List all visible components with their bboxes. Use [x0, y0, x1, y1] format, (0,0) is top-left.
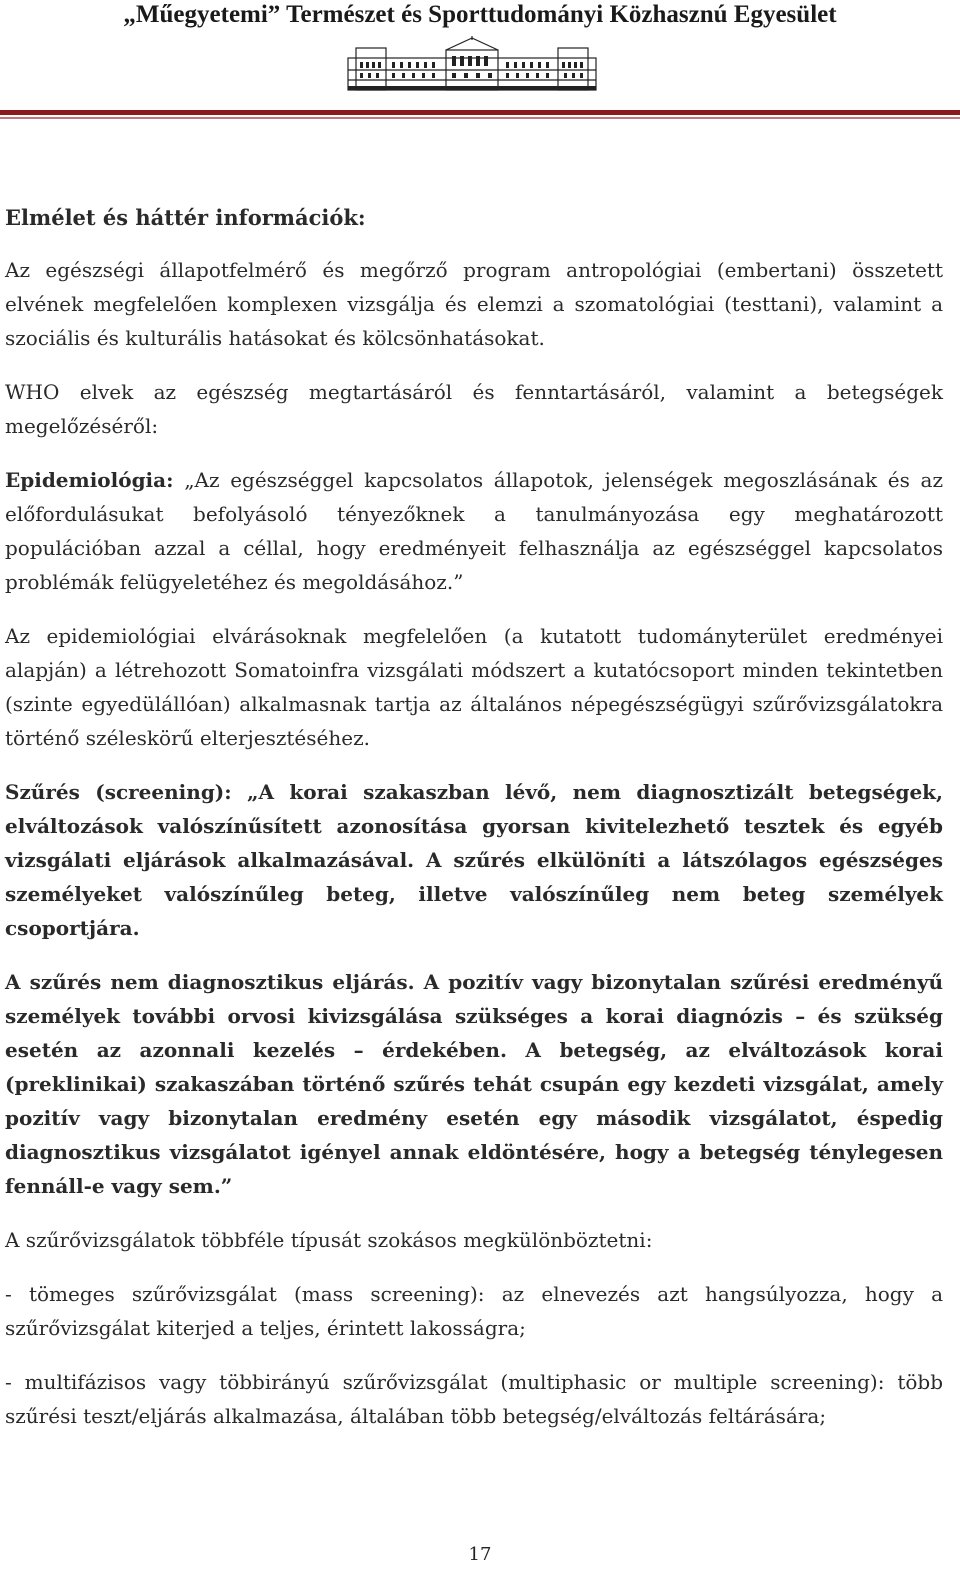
paragraph-anthropology: Az egészségi állapotfelmérő és megőrző program antropológiai (embertani) összetett elvének megfelelően komplexen vizsgálja és elemzi a szomatológiai (testtani), valamint a szociális és kulturális hatásokat és kölcsönhatásokat. — [5, 258, 943, 350]
list-item-multiphasic-screening: - multifázisos vagy többirányú szűrővizsgálat (multiphasic or multiple screening): több szűrési teszt/eljárás alkalmazása, általában több betegség/elváltozás feltárására; — [5, 1370, 943, 1428]
paragraph-who-principles: WHO elvek az egészség megtartásáról és fenntartásáról, valamint a betegségek megelőzéséről: — [5, 380, 943, 438]
paragraph-epidemiology — [5, 463, 943, 599]
list-item-mass-screening: - tömeges szűrővizsgálat (mass screening): az elnevezés azt hangsúlyozza, hogy a szűrővizsgálat kiterjed a teljes, érintett lakosságra; — [5, 1282, 943, 1340]
header-rule-thin — [0, 117, 960, 119]
paragraph-screening-types: A szűrővizsgálatok többféle típusát szokásos megkülönböztetni: — [5, 1228, 653, 1252]
paragraph-screening-not-diagnostic: A szűrés nem diagnosztikus eljárás. A pozitív vagy bizonytalan szűrési eredményű személyek további orvosi kivizsgálása szükséges a korai diagnózis – és szükség esetén az azonnali kezelés – érdekében. A betegség, az elváltozások korai (preklinikai) szakaszában történő szűrés tehát csupán egy kezdeti vizsgálat, amely pozitív vagy bizonytalan eredmény esetén egy második vizsgálatot, éspedig diagnosztikus vizsgálatot igényel annak eldöntésére, hogy a betegség ténylegesen fennáll-e vagy sem.” — [5, 970, 943, 1198]
section-heading: Elmélet és háttér információk: — [5, 205, 366, 230]
epidemiology-definition: „Az egészséggel kapcsolatos állapotok, jelenségek megoszlásának és az előfordulásukat befolyásoló tényezőknek a tanulmányozása egy meghatározott populációban azzal a céllal, hogy eredményeit felhasználja az egészséggel kapcsolatos problémák felügyeletéhez és megoldásához.” — [5, 468, 943, 594]
organization-title: „Műegyetemi” Természet és Sporttudományi Közhasznú Egyesület — [123, 1, 837, 28]
epidemiology-label: Epidemiológia: — [5, 468, 174, 492]
paragraph-screening-definition: Szűrés (screening): „A korai szakaszban lévő, nem diagnosztizált betegségek, elváltozások valószínűsített azonosítása gyorsan kivitelezhető tesztek és egyéb vizsgálati eljárások alkalmazásával. A szűrés elkülöníti a látszólagos egészséges személyeket valószínűleg beteg, illetve valószínűleg nem beteg személyek csoportjára. — [5, 780, 943, 940]
page-number: 17 — [468, 1544, 492, 1565]
university-building-logo — [346, 36, 598, 92]
document-body — [5, 201, 943, 1453]
paragraph-somatoinfra: Az epidemiológiai elvárásoknak megfelelően (a kutatott tudományterület eredményei alapján) a létrehozott Somatoinfra vizsgálati módszert a kutatócsoport minden tekintetben (szinte egyedülállóan) alkalmasnak tartja az általános népegészségügyi szűrővizsgálatokra történő széleskörű elterjesztéséhez. — [5, 624, 943, 750]
header-rule — [0, 110, 960, 115]
